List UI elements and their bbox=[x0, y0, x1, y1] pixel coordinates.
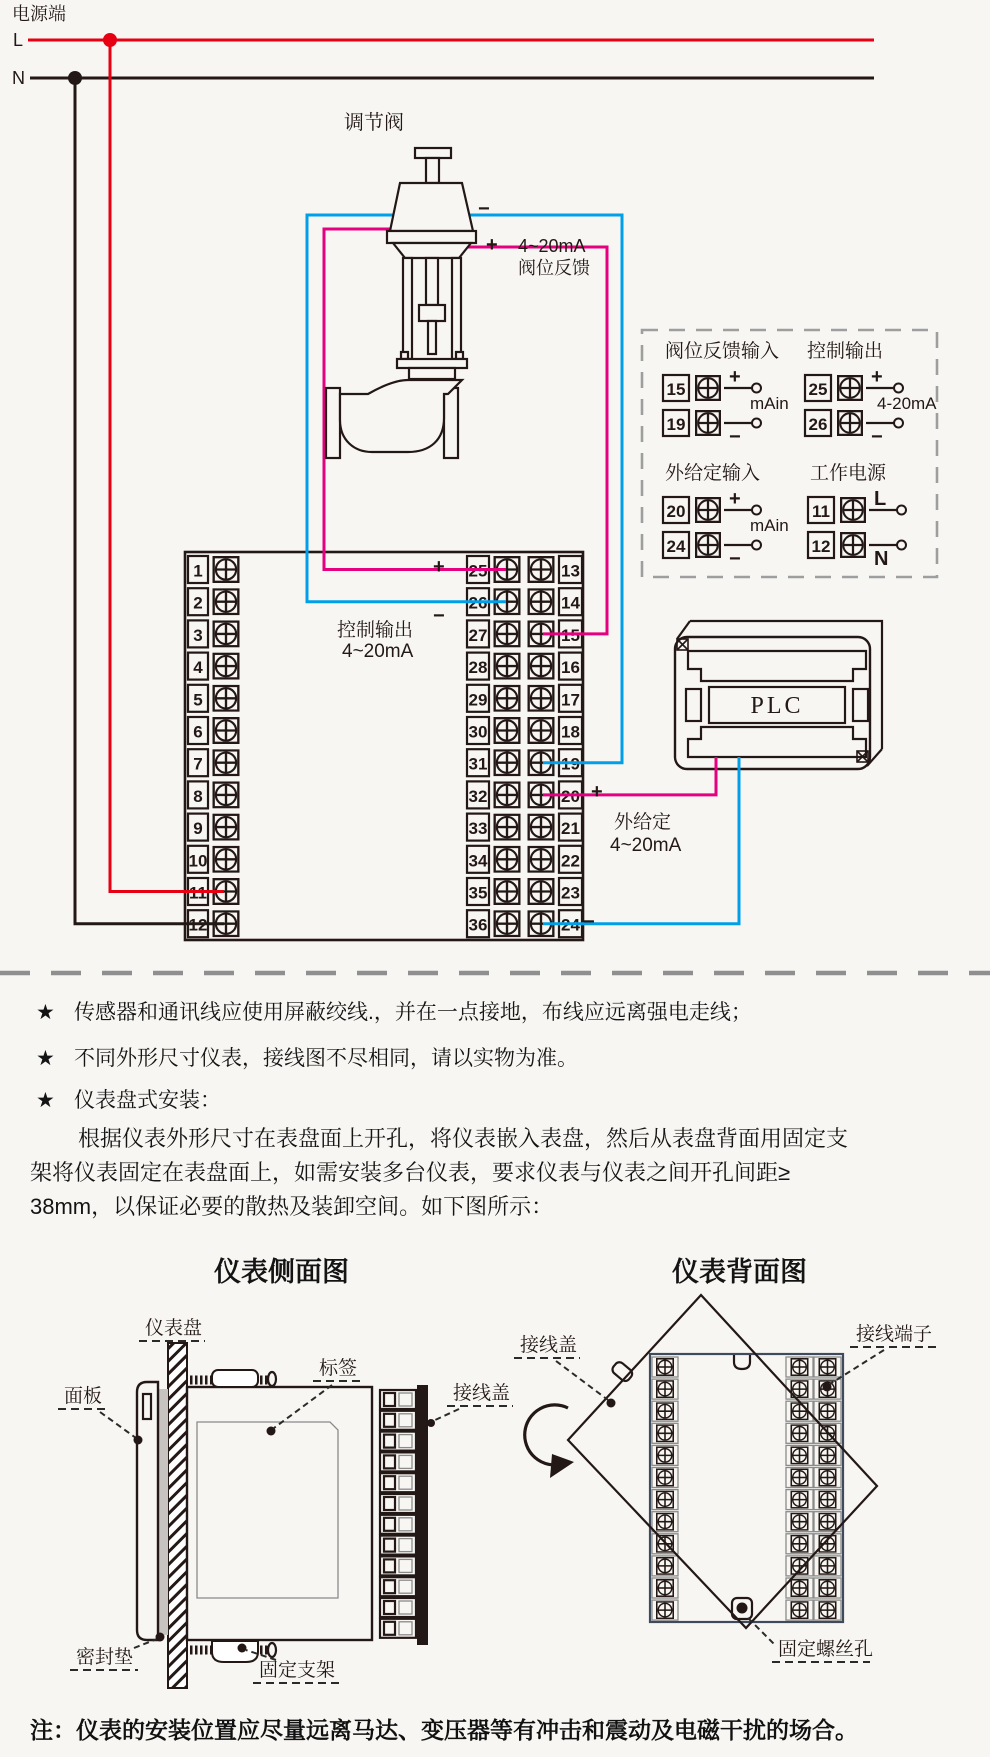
stack-cell-inner2 bbox=[399, 1622, 412, 1635]
screw-terminal-31 bbox=[495, 750, 520, 775]
back-screw bbox=[657, 1602, 673, 1618]
terminal-number: 8 bbox=[193, 786, 203, 806]
bracket-dot bbox=[238, 1644, 247, 1653]
terminal-number: 3 bbox=[193, 625, 203, 645]
install-para-line-1: 根据仪表外形尺寸在表盘面上开孔，将仪表嵌入表盘，然后从表盘背面用固定支 bbox=[78, 1126, 849, 1151]
control-output-label-1: 控制输出 bbox=[337, 620, 414, 641]
back-terminal-grid bbox=[652, 1357, 841, 1620]
terminal-number: 23 bbox=[561, 883, 580, 903]
bottom-note: 注：仪表的安装位置应尽量远离马达、变压器等有冲击和震动及电磁干扰的场合。 bbox=[30, 1717, 858, 1743]
control-valve bbox=[326, 148, 476, 458]
terminal-number: 17 bbox=[561, 690, 580, 710]
cover-clip bbox=[610, 1360, 634, 1383]
terminal-number: 4 bbox=[193, 658, 203, 678]
rear-terminal-stack bbox=[380, 1390, 416, 1638]
stack-cell-inner2 bbox=[399, 1497, 412, 1510]
legend-screw-20 bbox=[696, 498, 720, 522]
stack-cell-inner2 bbox=[399, 1435, 412, 1448]
valve-stem bbox=[426, 258, 438, 305]
screw-terminal-2 bbox=[214, 589, 239, 614]
back-screw bbox=[791, 1558, 807, 1574]
ext-setpoint-label-2: 4~20mA bbox=[610, 835, 682, 856]
note-3-text: 仪表盘式安装： bbox=[74, 1089, 221, 1112]
legend-terminal-number: 25 bbox=[808, 380, 828, 399]
ext-plus-sign: + bbox=[591, 781, 603, 803]
valve-stem-lower bbox=[428, 321, 436, 354]
terminal-number: 19 bbox=[561, 754, 580, 774]
back-cover-label: 接线盖 bbox=[520, 1335, 578, 1356]
terminal-number: 21 bbox=[561, 819, 580, 839]
legend-section-title: 外给定输入 bbox=[665, 463, 761, 484]
open-terminal-circle bbox=[897, 506, 906, 515]
screw-terminal-23 bbox=[529, 879, 554, 904]
back-view-drawing bbox=[525, 1295, 877, 1628]
panel-label: 仪表盘 bbox=[145, 1318, 203, 1339]
power-section bbox=[12, 4, 874, 88]
legend-screw-15 bbox=[696, 376, 720, 400]
back-screw bbox=[657, 1359, 673, 1375]
star-icon: ★ bbox=[36, 1047, 55, 1070]
terminal-number: 13 bbox=[561, 561, 580, 581]
terminal-number: 27 bbox=[468, 625, 488, 645]
terminal-number: 28 bbox=[468, 658, 488, 678]
back-screw bbox=[657, 1491, 673, 1507]
screw-terminal-33 bbox=[495, 815, 520, 840]
line-l-label: L bbox=[13, 30, 24, 50]
screw-terminal-8 bbox=[214, 783, 239, 808]
stack-cell-inner bbox=[384, 1559, 395, 1572]
terminal-number: 25 bbox=[468, 561, 488, 581]
bracket-label: 固定支架 bbox=[259, 1660, 336, 1681]
valve-label: 调节阀 bbox=[344, 112, 404, 134]
stack-cell-inner bbox=[384, 1435, 395, 1448]
gasket-label: 密封垫 bbox=[76, 1647, 134, 1668]
screw-terminal-7 bbox=[214, 750, 239, 775]
back-screw bbox=[819, 1513, 835, 1529]
bottom-screw-tip bbox=[268, 1643, 276, 1657]
terminal-rows bbox=[188, 556, 582, 937]
valve-handle bbox=[415, 148, 451, 158]
back-screw bbox=[657, 1381, 673, 1397]
terminal-number: 12 bbox=[188, 915, 208, 935]
terminal-cover-bar bbox=[417, 1385, 428, 1645]
terminals-dot bbox=[823, 1383, 832, 1392]
open-terminal-circle bbox=[752, 419, 761, 428]
back-cover-dot bbox=[607, 1399, 616, 1408]
terminal-number: 33 bbox=[468, 819, 488, 839]
back-screw bbox=[657, 1558, 673, 1574]
valve-flange-right bbox=[444, 388, 458, 458]
stack-cell-inner2 bbox=[399, 1518, 412, 1531]
side-cover-leader bbox=[433, 1409, 459, 1421]
terminal-number: 32 bbox=[468, 786, 488, 806]
legend-sign: + bbox=[871, 366, 883, 388]
legend-screw-25 bbox=[838, 376, 862, 400]
install-para-line-2: 架将仪表固定在表盘面上，如需安装多台仪表，要求仪表与仪表之间开孔间距≥ bbox=[30, 1160, 791, 1185]
open-terminal-circle bbox=[752, 541, 761, 550]
stack-cell-inner2 bbox=[399, 1539, 412, 1552]
terminal-number: 1 bbox=[193, 561, 203, 581]
legend-terminal-number: 11 bbox=[812, 502, 830, 521]
legend-terminal-number: 19 bbox=[666, 415, 686, 434]
legend-screw-11 bbox=[841, 498, 865, 522]
terminal-legend-box bbox=[642, 330, 937, 577]
back-screw bbox=[819, 1403, 835, 1419]
back-screw bbox=[791, 1580, 807, 1596]
terminal-number: 16 bbox=[561, 658, 580, 678]
terminals-label: 接线端子 bbox=[856, 1324, 933, 1345]
back-screw bbox=[791, 1491, 807, 1507]
valve-yoke-left bbox=[403, 258, 412, 359]
stack-cell-inner2 bbox=[399, 1559, 412, 1572]
back-screw bbox=[791, 1403, 807, 1419]
note-3 bbox=[36, 1084, 221, 1114]
terminal-number: 30 bbox=[468, 722, 488, 742]
stack-cell-inner bbox=[384, 1414, 395, 1427]
plc-module bbox=[675, 621, 882, 769]
side-cover-label: 接线盖 bbox=[453, 1383, 511, 1404]
terminal-number: 14 bbox=[561, 593, 580, 613]
star-icon: ★ bbox=[36, 1001, 55, 1024]
panel-wall bbox=[168, 1343, 187, 1688]
screw-terminal-5 bbox=[214, 686, 239, 711]
bezel-label: 面板 bbox=[64, 1386, 103, 1407]
legend-mid-label: mAin bbox=[750, 516, 789, 535]
screw-hole-label: 固定螺丝孔 bbox=[778, 1639, 874, 1660]
tag-dot bbox=[267, 1427, 276, 1436]
terminal-number: 11 bbox=[189, 883, 207, 903]
back-screw bbox=[819, 1580, 835, 1596]
top-screw-tip bbox=[268, 1372, 276, 1386]
co-plus-sign: + bbox=[433, 556, 445, 578]
valve-stem-top bbox=[426, 158, 439, 183]
power-title: 电源端 bbox=[12, 4, 66, 24]
legend-sign: + bbox=[729, 366, 741, 388]
wire-l-to-11 bbox=[110, 40, 224, 892]
stack-cell-inner bbox=[384, 1497, 395, 1510]
note-2-text: 不同外形尺寸仪表，接线图不尽相同，请以实物为准。 bbox=[74, 1047, 578, 1070]
screw-terminal-28 bbox=[495, 654, 520, 679]
screw-terminal-1 bbox=[214, 557, 239, 582]
ext-setpoint-label-1: 外给定 bbox=[614, 812, 672, 833]
line-n-label: N bbox=[12, 68, 25, 88]
back-screw bbox=[657, 1513, 673, 1529]
stack-cell-inner2 bbox=[399, 1580, 412, 1593]
back-screw bbox=[819, 1558, 835, 1574]
fixing-screw bbox=[737, 1603, 748, 1614]
back-screw bbox=[791, 1469, 807, 1485]
legend-terminal-number: 24 bbox=[666, 537, 686, 556]
screw-terminal-6 bbox=[214, 718, 239, 743]
stack-cell-inner2 bbox=[399, 1414, 412, 1427]
screw-terminal-27 bbox=[495, 622, 520, 647]
legend-screw-24 bbox=[696, 533, 720, 557]
legend-screw-26 bbox=[838, 411, 862, 435]
legend-sign: + bbox=[729, 488, 741, 510]
stack-cell-inner2 bbox=[399, 1476, 412, 1489]
screw-terminal-34 bbox=[495, 847, 520, 872]
ext-minus-sign: − bbox=[583, 911, 595, 933]
legend-sign: − bbox=[871, 426, 883, 448]
back-screw bbox=[657, 1580, 673, 1596]
legend-terminal-number: 20 bbox=[666, 502, 686, 521]
terminal-number: 18 bbox=[561, 722, 580, 742]
open-terminal-circle bbox=[894, 419, 903, 428]
legend-sign: N bbox=[874, 548, 889, 570]
stack-cell-inner bbox=[384, 1476, 395, 1489]
valve-neck bbox=[409, 368, 455, 379]
back-screw bbox=[819, 1491, 835, 1507]
terminal-number: 31 bbox=[468, 754, 488, 774]
screw-terminal-36 bbox=[495, 911, 520, 936]
note-1 bbox=[36, 996, 752, 1026]
back-screw bbox=[657, 1469, 673, 1485]
legend-screw-12 bbox=[841, 533, 865, 557]
back-screw bbox=[819, 1447, 835, 1463]
screw-terminal-32 bbox=[495, 783, 520, 808]
valve-minus-sign: − bbox=[478, 198, 490, 220]
terminal-number: 34 bbox=[468, 851, 488, 871]
open-terminal-circle bbox=[752, 384, 761, 393]
terminal-number: 36 bbox=[468, 915, 488, 935]
bezel-dot bbox=[134, 1436, 143, 1445]
terminal-number: 29 bbox=[468, 690, 488, 710]
open-terminal-circle bbox=[894, 384, 903, 393]
gasket-strip bbox=[158, 1389, 168, 1635]
back-screw bbox=[791, 1602, 807, 1618]
terminal-number: 7 bbox=[193, 754, 203, 774]
valve-actuator-base bbox=[393, 243, 471, 258]
screw-terminal-14 bbox=[529, 589, 554, 614]
feedback-label-2: 阀位反馈 bbox=[518, 258, 590, 278]
screw-terminal-21 bbox=[529, 815, 554, 840]
gasket-dot bbox=[156, 1633, 165, 1642]
terminal-number: 9 bbox=[193, 819, 203, 839]
legend-screw-19 bbox=[696, 411, 720, 435]
legend-terminal-number: 15 bbox=[666, 380, 686, 399]
tag-label: 标签 bbox=[319, 1358, 358, 1379]
note-1-text: 传感器和通讯线应使用屏蔽绞线.，并在一点接地，布线应远离强电走线； bbox=[74, 1001, 752, 1024]
install-para-line-3: 38mm，以保证必要的散热及装卸空间。如下图所示： bbox=[30, 1194, 554, 1219]
back-screw bbox=[791, 1447, 807, 1463]
back-screw bbox=[791, 1425, 807, 1441]
rotate-arrow-head bbox=[550, 1454, 574, 1478]
terminal-number: 24 bbox=[561, 915, 580, 935]
valve-actuator bbox=[390, 183, 473, 231]
back-cover-leader bbox=[556, 1361, 608, 1400]
legend-terminal-number: 12 bbox=[811, 537, 831, 556]
stack-cell-inner bbox=[384, 1539, 395, 1552]
legend-mid-label: mAin bbox=[750, 394, 789, 413]
back-screw bbox=[657, 1425, 673, 1441]
stack-cell-inner2 bbox=[399, 1455, 412, 1468]
screw-terminal-35 bbox=[495, 879, 520, 904]
side-cover-dot bbox=[427, 1419, 435, 1427]
legend-sign: L bbox=[874, 488, 887, 510]
legend-terminal-number: 26 bbox=[808, 415, 828, 434]
screw-terminal-10 bbox=[214, 847, 239, 872]
stack-cell-inner bbox=[384, 1601, 395, 1614]
screw-terminal-16 bbox=[529, 654, 554, 679]
legend-sign: − bbox=[729, 426, 741, 448]
stack-cell-inner bbox=[384, 1393, 395, 1406]
back-screw bbox=[791, 1536, 807, 1552]
stack-cell-inner bbox=[384, 1622, 395, 1635]
screw-terminal-22 bbox=[529, 847, 554, 872]
valve-actuator-band bbox=[387, 231, 476, 243]
back-screw bbox=[657, 1447, 673, 1463]
back-screw bbox=[819, 1359, 835, 1375]
rotate-arrow-arc bbox=[525, 1405, 568, 1465]
open-terminal-circle bbox=[752, 506, 761, 515]
open-terminal-circle bbox=[897, 541, 906, 550]
side-view-title: 仪表侧面图 bbox=[214, 1257, 349, 1287]
terminal-legend-sections bbox=[663, 340, 937, 570]
terminal-number: 26 bbox=[468, 593, 488, 613]
legend-section-title: 控制输出 bbox=[807, 341, 884, 362]
legend-section-title: 工作电源 bbox=[810, 463, 887, 484]
terminal-number: 5 bbox=[193, 690, 203, 710]
note-2 bbox=[36, 1042, 578, 1072]
screw-terminal-13 bbox=[529, 557, 554, 582]
screw-terminal-29 bbox=[495, 686, 520, 711]
case-label-area bbox=[197, 1422, 338, 1598]
terminal-number: 6 bbox=[193, 722, 203, 742]
terminal-number: 35 bbox=[468, 883, 488, 903]
screw-terminal-17 bbox=[529, 686, 554, 711]
feedback-label-1: 4~20mA bbox=[518, 236, 586, 256]
screw-terminal-3 bbox=[214, 622, 239, 647]
stack-cell-inner2 bbox=[399, 1393, 412, 1406]
terminal-number: 22 bbox=[561, 851, 580, 871]
stack-cell-inner bbox=[384, 1580, 395, 1593]
back-view-title: 仪表背面图 bbox=[672, 1257, 807, 1287]
stack-cell-inner bbox=[384, 1455, 395, 1468]
valve-bonnet-plate bbox=[397, 359, 467, 368]
top-hole-tab bbox=[734, 1355, 750, 1369]
front-bezel bbox=[137, 1382, 158, 1640]
side-view-drawing bbox=[137, 1343, 428, 1688]
legend-mid-label: 4-20mA bbox=[877, 394, 937, 413]
bottom-bracket-block bbox=[212, 1641, 258, 1662]
screw-terminal-9 bbox=[214, 815, 239, 840]
terminal-number: 10 bbox=[188, 851, 208, 871]
back-screw bbox=[819, 1469, 835, 1485]
terminal-number: 2 bbox=[193, 593, 203, 613]
legend-sign: − bbox=[729, 548, 741, 570]
valve-flange-left bbox=[326, 388, 340, 458]
screw-terminal-18 bbox=[529, 718, 554, 743]
co-minus-sign: − bbox=[433, 605, 445, 627]
valve-coupling bbox=[419, 305, 445, 321]
plc-label: PLC bbox=[750, 693, 804, 719]
instrument-terminal-block bbox=[185, 552, 583, 940]
back-screw bbox=[791, 1359, 807, 1375]
legend-section-title: 阀位反馈输入 bbox=[665, 341, 780, 362]
bezel-leader bbox=[100, 1412, 136, 1438]
valve-plus-sign: + bbox=[486, 234, 498, 256]
stack-cell-inner bbox=[384, 1518, 395, 1531]
back-screw bbox=[819, 1602, 835, 1618]
star-icon: ★ bbox=[36, 1089, 55, 1112]
stack-cell-inner2 bbox=[399, 1601, 412, 1614]
screw-terminal-30 bbox=[495, 718, 520, 743]
terminal-number: 20 bbox=[561, 786, 580, 806]
terminal-number: 15 bbox=[561, 625, 580, 645]
back-screw bbox=[791, 1513, 807, 1529]
screw-terminal-4 bbox=[214, 654, 239, 679]
top-bracket-block bbox=[212, 1370, 258, 1387]
valve-yoke-right bbox=[452, 258, 461, 359]
back-screw bbox=[657, 1403, 673, 1419]
control-output-label-2: 4~20mA bbox=[342, 641, 414, 662]
